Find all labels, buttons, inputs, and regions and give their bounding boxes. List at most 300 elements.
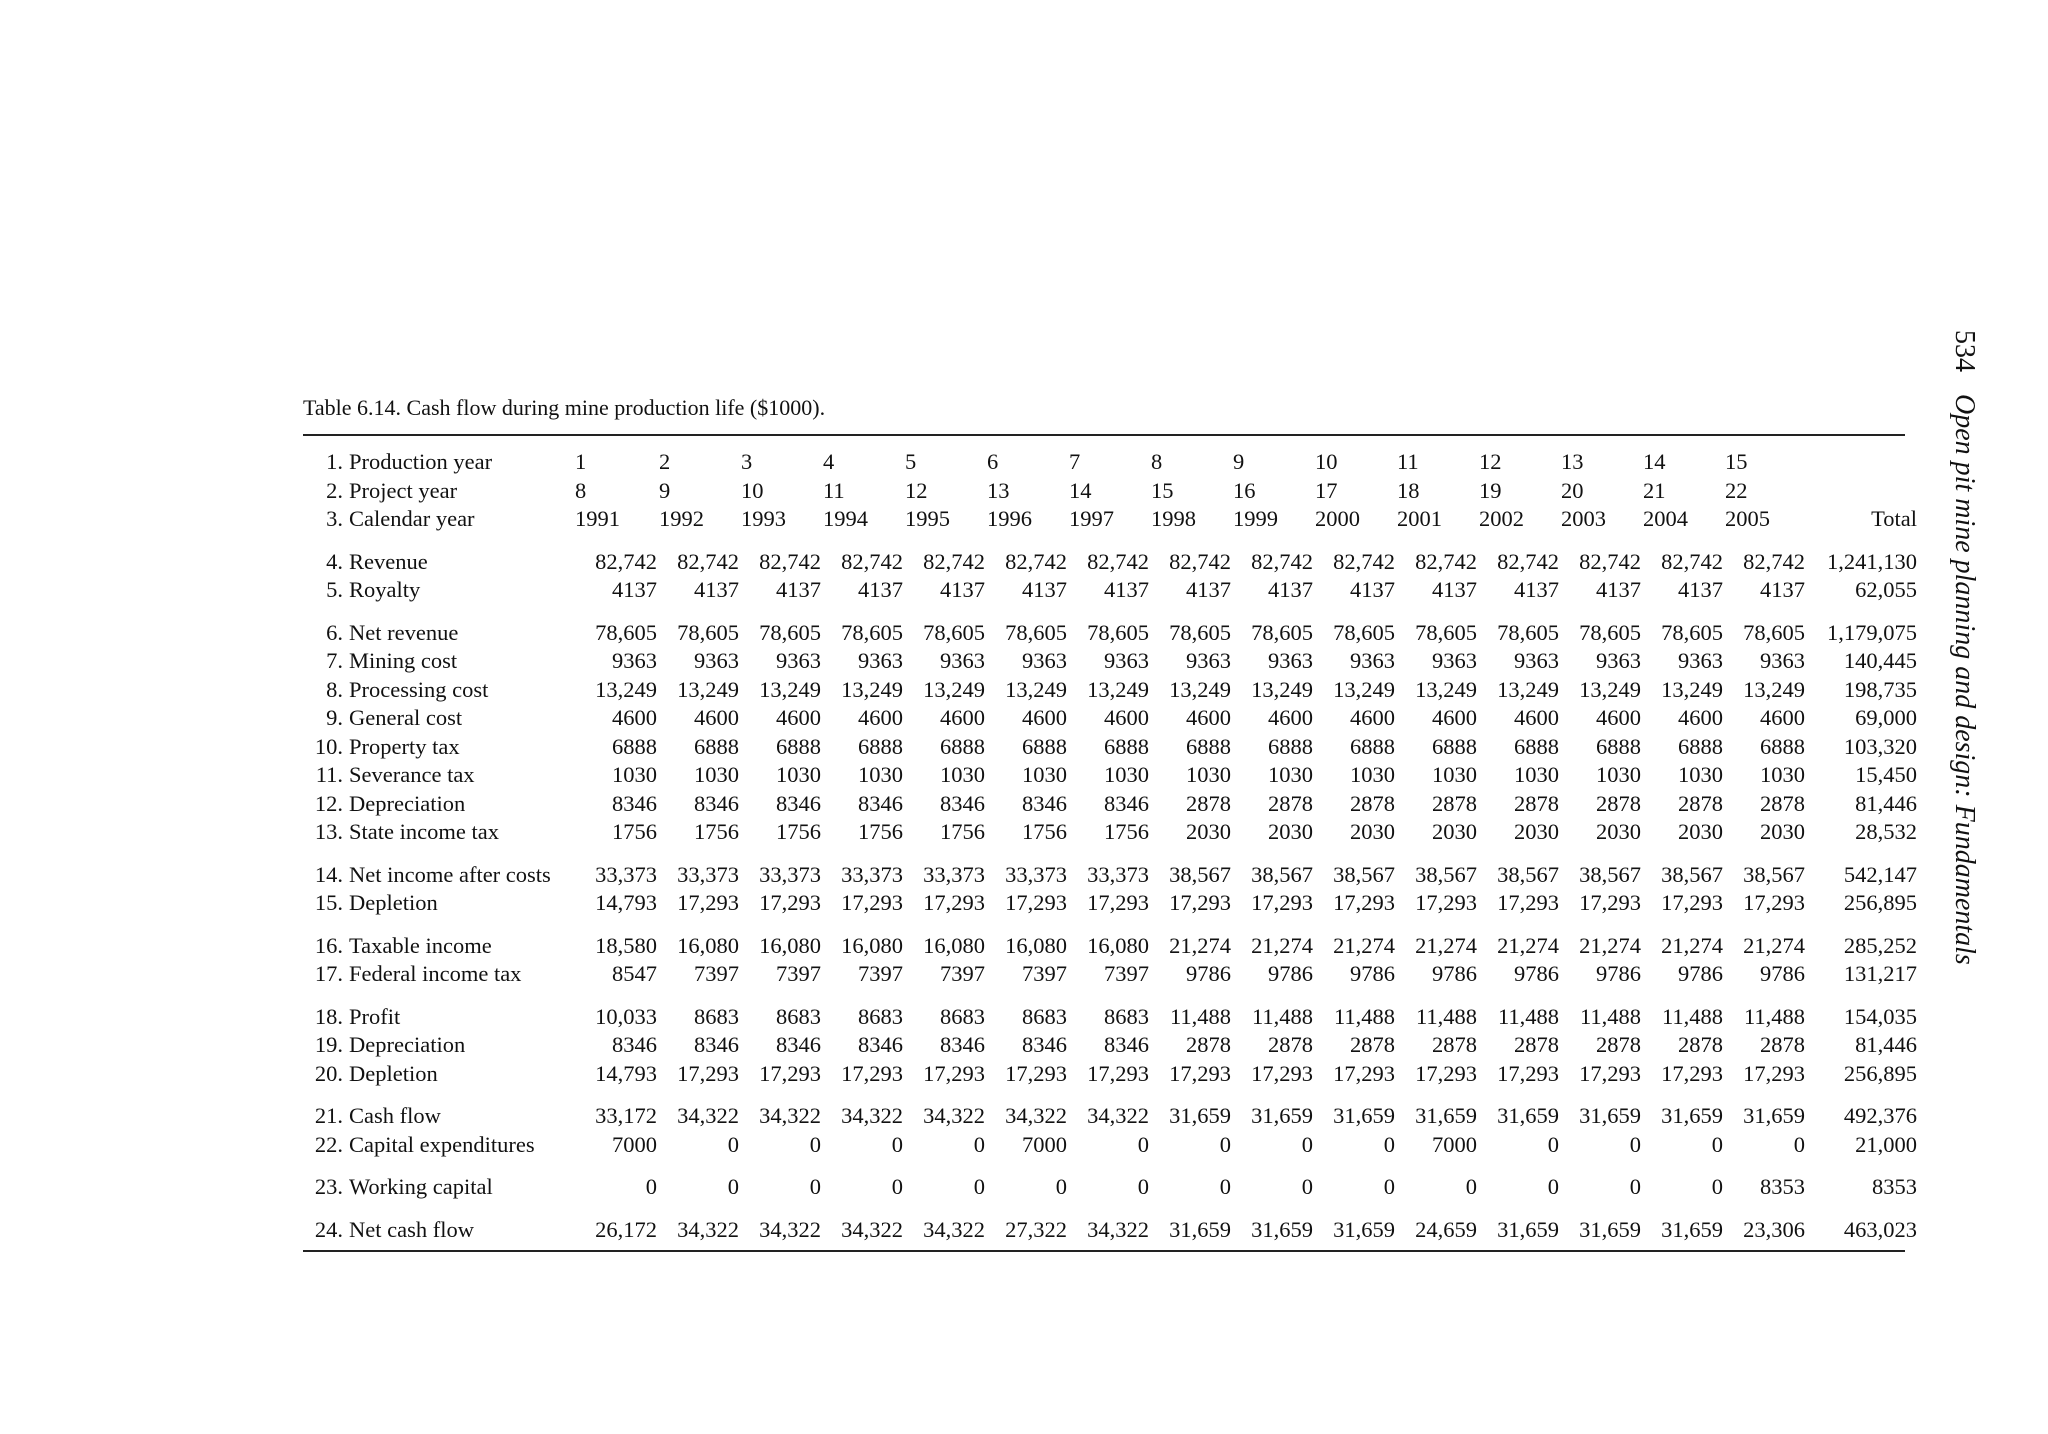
value-cell: 21,274 [1743, 932, 1805, 958]
value-cell: 21,274 [1251, 932, 1313, 958]
table-row [303, 676, 1919, 705]
value-cell: 2030 [1514, 819, 1559, 844]
value-cell: 9363 [858, 648, 903, 673]
value-cell: 13,249 [1333, 676, 1395, 702]
row-number: 18. [314, 1003, 343, 1029]
value-cell: 0 [1055, 1174, 1067, 1199]
row-label [303, 761, 575, 790]
header-cell: 17 [1315, 477, 1338, 503]
header-cell: 14 [1069, 477, 1092, 503]
value-cell: 16,080 [1087, 932, 1149, 958]
row-number: 4. [326, 548, 343, 574]
value-cell: 82,742 [1251, 548, 1313, 574]
value-cell: 13,249 [1661, 676, 1723, 702]
value-cell: 6888 [1350, 733, 1395, 759]
value-cell: 8683 [694, 1003, 739, 1029]
value-cell: 17,293 [1743, 890, 1805, 915]
value-cell: 8346 [858, 1032, 903, 1057]
value-cell: 34,322 [677, 1216, 739, 1242]
header-cell: 1995 [905, 506, 950, 531]
value-cell: 82,742 [841, 548, 903, 574]
header-row [303, 505, 1919, 534]
value-cell: 82,742 [1333, 548, 1395, 574]
value-cell: 82,742 [1661, 548, 1723, 574]
row-number: 15. [314, 890, 343, 915]
table-caption: Table 6.14. Cash flow during mine production life ($1000). [303, 395, 826, 420]
bottom-rule [303, 1250, 1905, 1252]
row-number: 13. [314, 819, 343, 844]
header-cell: 2002 [1479, 506, 1524, 531]
value-cell: 8547 [612, 961, 657, 986]
value-cell: 8353 [1872, 1174, 1917, 1199]
page-number: 534 [1949, 330, 1980, 372]
row-number: 21. [314, 1103, 343, 1128]
header-cell: 5 [905, 449, 917, 474]
value-cell: 78,605 [1579, 619, 1641, 645]
value-cell: 0 [1219, 1131, 1231, 1157]
value-cell: 8346 [1022, 790, 1067, 816]
value-cell: 1756 [1022, 819, 1067, 844]
row-label [303, 477, 575, 506]
row-label-text: Royalty [349, 577, 421, 602]
row-label [303, 534, 575, 577]
value-cell: 4137 [1760, 577, 1805, 602]
value-cell: 16,080 [1005, 932, 1067, 958]
table-row [303, 1088, 1919, 1131]
value-cell: 78,605 [1005, 619, 1067, 645]
value-cell: 2030 [1596, 819, 1641, 844]
value-cell: 38,567 [1743, 861, 1805, 887]
value-cell: 0 [1137, 1131, 1149, 1157]
value-cell: 21,274 [1579, 932, 1641, 958]
value-cell: 4137 [694, 577, 739, 602]
header-cell: 16 [1233, 477, 1256, 503]
value-cell: 8346 [694, 790, 739, 816]
value-cell: 0 [645, 1174, 657, 1199]
header-cell: 9 [659, 477, 671, 503]
header-cell: 11 [1397, 449, 1419, 474]
value-cell: 6888 [940, 733, 985, 759]
value-cell: 9363 [1432, 648, 1477, 673]
value-cell: 21,274 [1661, 932, 1723, 958]
value-cell: 0 [1383, 1174, 1395, 1199]
header-cell: 1997 [1069, 506, 1114, 531]
value-cell: 4137 [1678, 577, 1723, 602]
value-cell: 38,567 [1579, 861, 1641, 887]
header-cell: 3 [741, 449, 753, 474]
row-number: 14. [314, 861, 343, 887]
row-label [303, 576, 575, 605]
row-number: 16. [314, 932, 343, 958]
table-row [303, 605, 1919, 648]
value-cell: 8346 [1104, 1032, 1149, 1057]
header-cell: 4 [823, 449, 835, 474]
header-cell: 18 [1397, 477, 1420, 503]
value-cell: 31,659 [1497, 1103, 1559, 1128]
value-cell: 1030 [776, 762, 821, 787]
value-cell: 1030 [1022, 762, 1067, 787]
value-cell: 2878 [1350, 790, 1395, 816]
table-row [303, 1159, 1919, 1202]
value-cell: 9363 [776, 648, 821, 673]
book-title: Open pit mine planning and design: Fundamentals [1949, 394, 1980, 965]
header-cell [1807, 436, 1919, 477]
value-cell: 140,445 [1843, 648, 1917, 673]
value-cell: 17,293 [1251, 1060, 1313, 1086]
value-cell: 17,293 [1497, 890, 1559, 915]
header-cell: 1996 [987, 506, 1032, 531]
value-cell: 38,567 [1333, 861, 1395, 887]
value-cell: 4137 [858, 577, 903, 602]
value-cell: 8353 [1760, 1174, 1805, 1199]
value-cell: 1030 [1186, 762, 1231, 787]
value-cell: 8346 [940, 1032, 985, 1057]
value-cell: 1030 [1104, 762, 1149, 787]
row-number: 6. [326, 619, 343, 645]
header-cell: 20 [1561, 477, 1584, 503]
value-cell: 0 [1711, 1174, 1723, 1199]
value-cell: 38,567 [1251, 861, 1313, 887]
header-row [303, 477, 1919, 506]
value-cell: 9786 [1432, 961, 1477, 986]
value-cell: 103,320 [1843, 733, 1917, 759]
row-number: 9. [326, 705, 343, 730]
value-cell: 2030 [1350, 819, 1395, 844]
value-cell: 8346 [1022, 1032, 1067, 1057]
row-label [303, 790, 575, 819]
value-cell: 13,249 [1169, 676, 1231, 702]
value-cell: 4600 [694, 705, 739, 730]
row-number: 23. [314, 1174, 343, 1199]
row-label [303, 847, 575, 890]
row-label-text: Mining cost [349, 648, 458, 673]
value-cell: 1756 [940, 819, 985, 844]
value-cell: 8346 [940, 790, 985, 816]
value-cell: 13,249 [759, 676, 821, 702]
value-cell: 31,659 [1251, 1103, 1313, 1128]
value-cell: 82,742 [1169, 548, 1231, 574]
value-cell: 8683 [940, 1003, 985, 1029]
value-cell: 17,293 [1087, 890, 1149, 915]
value-cell: 1030 [1350, 762, 1395, 787]
value-cell: 463,023 [1843, 1216, 1917, 1242]
value-cell: 31,659 [1415, 1103, 1477, 1128]
value-cell: 4137 [1022, 577, 1067, 602]
header-cell: 10 [1315, 449, 1338, 474]
value-cell: 31,659 [1333, 1103, 1395, 1128]
value-cell: 17,293 [1005, 890, 1067, 915]
row-label-text: Taxable income [349, 932, 492, 958]
value-cell: 131,217 [1843, 961, 1917, 986]
value-cell: 17,293 [1169, 890, 1231, 915]
value-cell: 17,293 [1661, 1060, 1723, 1086]
value-cell: 11,488 [1497, 1003, 1559, 1029]
value-cell: 7000 [1432, 1131, 1477, 1157]
value-cell: 33,373 [677, 861, 739, 887]
value-cell: 9363 [1760, 648, 1805, 673]
value-cell: 17,293 [759, 1060, 821, 1086]
value-cell: 69,000 [1855, 705, 1917, 730]
value-cell: 4137 [1350, 577, 1395, 602]
value-cell: 17,293 [1415, 890, 1477, 915]
table-row [303, 1202, 1919, 1251]
table-row [303, 534, 1919, 577]
value-cell: 2878 [1760, 1032, 1805, 1057]
value-cell: 6888 [776, 733, 821, 759]
value-cell: 4600 [1022, 705, 1067, 730]
value-cell: 82,742 [1743, 548, 1805, 574]
value-cell: 16,080 [759, 932, 821, 958]
value-cell: 11,488 [1743, 1003, 1805, 1029]
value-cell: 31,659 [1579, 1216, 1641, 1242]
row-number: 3. [326, 506, 343, 531]
value-cell: 2878 [1268, 790, 1313, 816]
value-cell: 8683 [1022, 1003, 1067, 1029]
header-cell: 1994 [823, 506, 868, 531]
table-row [303, 1060, 1919, 1089]
header-cell: 15 [1151, 477, 1174, 503]
value-cell: 82,742 [677, 548, 739, 574]
value-cell: 256,895 [1843, 1060, 1917, 1086]
value-cell: 8346 [776, 790, 821, 816]
value-cell: 542,147 [1843, 861, 1917, 887]
value-cell: 81,446 [1855, 790, 1917, 816]
value-cell: 17,293 [677, 890, 739, 915]
value-cell: 8346 [612, 1032, 657, 1057]
value-cell: 78,605 [1743, 619, 1805, 645]
value-cell: 2878 [1514, 1032, 1559, 1057]
value-cell: 17,293 [923, 1060, 985, 1086]
header-cell: 1999 [1233, 506, 1278, 531]
value-cell: 13,249 [1415, 676, 1477, 702]
value-cell: 33,373 [1005, 861, 1067, 887]
value-cell: 0 [1219, 1174, 1231, 1199]
value-cell: 11,488 [1333, 1003, 1395, 1029]
value-cell: 34,322 [841, 1216, 903, 1242]
header-cell: 1993 [741, 506, 786, 531]
value-cell: 1030 [1268, 762, 1313, 787]
value-cell: 17,293 [1169, 1060, 1231, 1086]
value-cell: 6888 [1760, 733, 1805, 759]
value-cell: 31,659 [1661, 1216, 1723, 1242]
value-cell: 4137 [1268, 577, 1313, 602]
value-cell: 0 [1301, 1131, 1313, 1157]
value-cell: 26,172 [595, 1216, 657, 1242]
table-row [303, 989, 1919, 1032]
value-cell: 33,373 [1087, 861, 1149, 887]
value-cell: 34,322 [759, 1216, 821, 1242]
value-cell: 17,293 [759, 890, 821, 915]
header-cell: 2001 [1397, 506, 1442, 531]
row-number: 17. [314, 961, 343, 986]
value-cell: 78,605 [677, 619, 739, 645]
value-cell: 1756 [776, 819, 821, 844]
value-cell: 2878 [1596, 790, 1641, 816]
value-cell: 34,322 [1005, 1103, 1067, 1128]
value-cell: 0 [1629, 1131, 1641, 1157]
value-cell: 17,293 [923, 890, 985, 915]
value-cell: 2030 [1432, 819, 1477, 844]
value-cell: 4137 [940, 577, 985, 602]
value-cell: 6888 [1678, 733, 1723, 759]
value-cell: 17,293 [1251, 890, 1313, 915]
table-row [303, 889, 1919, 918]
value-cell: 78,605 [1415, 619, 1477, 645]
value-cell: 9786 [1268, 961, 1313, 986]
value-cell: 11,488 [1251, 1003, 1313, 1029]
value-cell: 154,035 [1843, 1003, 1917, 1029]
value-cell: 31,659 [1579, 1103, 1641, 1128]
row-label-text: Processing cost [349, 676, 489, 702]
value-cell: 1030 [1760, 762, 1805, 787]
value-cell: 2878 [1678, 1032, 1723, 1057]
value-cell: 4137 [1596, 577, 1641, 602]
value-cell: 7397 [776, 961, 821, 986]
value-cell: 1,179,075 [1827, 619, 1917, 645]
value-cell: 8346 [612, 790, 657, 816]
value-cell: 9786 [1186, 961, 1231, 986]
row-label [303, 960, 575, 989]
value-cell: 9363 [694, 648, 739, 673]
value-cell: 6888 [858, 733, 903, 759]
row-label [303, 676, 575, 705]
value-cell: 0 [1301, 1174, 1313, 1199]
value-cell: 15,450 [1855, 762, 1917, 787]
value-cell: 9363 [1022, 648, 1067, 673]
value-cell: 17,293 [1579, 890, 1641, 915]
value-cell: 1030 [694, 762, 739, 787]
row-label [303, 704, 575, 733]
value-cell: 78,605 [595, 619, 657, 645]
value-cell: 33,373 [759, 861, 821, 887]
value-cell: 4600 [1760, 705, 1805, 730]
value-cell: 285,252 [1843, 932, 1917, 958]
value-cell: 10,033 [595, 1003, 657, 1029]
value-cell: 4600 [1596, 705, 1641, 730]
header-cell: 2003 [1561, 506, 1606, 531]
value-cell: 21,274 [1497, 932, 1559, 958]
value-cell: 82,742 [1005, 548, 1067, 574]
value-cell: 7397 [694, 961, 739, 986]
value-cell: 9786 [1350, 961, 1395, 986]
header-cell: 21 [1643, 477, 1666, 503]
value-cell: 4600 [1432, 705, 1477, 730]
header-cell: 12 [1479, 449, 1502, 474]
value-cell: 78,605 [841, 619, 903, 645]
value-cell: 0 [1547, 1174, 1559, 1199]
running-head [1950, 330, 1978, 965]
value-cell: 17,293 [1743, 1060, 1805, 1086]
value-cell: 1756 [612, 819, 657, 844]
value-cell: 4600 [1186, 705, 1231, 730]
row-label-text: Production year [349, 449, 493, 474]
header-cell: 8 [575, 477, 587, 503]
value-cell: 17,293 [677, 1060, 739, 1086]
value-cell: 82,742 [1087, 548, 1149, 574]
value-cell: 33,373 [595, 861, 657, 887]
value-cell: 8346 [694, 1032, 739, 1057]
value-cell: 4600 [776, 705, 821, 730]
value-cell: 17,293 [1579, 1060, 1641, 1086]
value-cell: 4600 [1514, 705, 1559, 730]
value-cell: 0 [1547, 1131, 1559, 1157]
row-number: 20. [314, 1060, 343, 1086]
row-label-text: Calendar year [349, 506, 475, 531]
value-cell: 0 [973, 1131, 985, 1157]
header-cell: 15 [1725, 449, 1748, 474]
row-label-text: Depreciation [349, 790, 466, 816]
value-cell: 2878 [1760, 790, 1805, 816]
value-cell: 7397 [940, 961, 985, 986]
row-label [303, 889, 575, 918]
value-cell: 33,373 [841, 861, 903, 887]
row-label-text: Severance tax [349, 762, 475, 787]
header-cell [1807, 477, 1919, 506]
value-cell: 0 [1465, 1174, 1477, 1199]
row-label-text: Net cash flow [349, 1216, 474, 1242]
value-cell: 8346 [1104, 790, 1149, 816]
value-cell: 28,532 [1855, 819, 1917, 844]
value-cell: 6888 [694, 733, 739, 759]
value-cell: 33,172 [595, 1103, 657, 1128]
row-number: 19. [314, 1032, 343, 1057]
value-cell: 17,293 [1415, 1060, 1477, 1086]
header-cell: 2004 [1643, 506, 1688, 531]
value-cell: 17,293 [1661, 890, 1723, 915]
value-cell: 31,659 [1169, 1103, 1231, 1128]
row-label-text: Depletion [349, 890, 438, 915]
row-label [303, 733, 575, 762]
value-cell: 1,241,130 [1827, 548, 1917, 574]
row-label-text: Revenue [349, 548, 428, 574]
row-label-text: Federal income tax [349, 961, 522, 986]
row-label-text: General cost [349, 705, 463, 730]
row-label [303, 1031, 575, 1060]
value-cell: 33,373 [923, 861, 985, 887]
header-cell: 14 [1643, 449, 1666, 474]
value-cell: 6888 [612, 733, 657, 759]
row-label [303, 505, 575, 534]
value-cell: 34,322 [923, 1103, 985, 1128]
header-cell: 2 [659, 449, 671, 474]
header-cell: 12 [905, 477, 928, 503]
value-cell: 16,080 [841, 932, 903, 958]
header-cell: 19 [1479, 477, 1502, 503]
value-cell: 9363 [1104, 648, 1149, 673]
value-cell: 31,659 [1251, 1216, 1313, 1242]
header-cell: 13 [987, 477, 1010, 503]
value-cell: 62,055 [1855, 577, 1917, 602]
value-cell: 34,322 [1087, 1216, 1149, 1242]
value-cell: 4137 [1432, 577, 1477, 602]
row-label-text: Cash flow [349, 1103, 441, 1128]
value-cell: 4600 [1350, 705, 1395, 730]
value-cell: 16,080 [677, 932, 739, 958]
row-number: 24. [314, 1216, 343, 1242]
value-cell: 34,322 [841, 1103, 903, 1128]
row-number: 5. [326, 577, 343, 602]
value-cell: 7397 [1104, 961, 1149, 986]
value-cell: 2030 [1186, 819, 1231, 844]
value-cell: 34,322 [923, 1216, 985, 1242]
value-cell: 0 [1383, 1131, 1395, 1157]
value-cell: 256,895 [1843, 890, 1917, 915]
value-cell: 24,659 [1415, 1216, 1477, 1242]
value-cell: 0 [809, 1174, 821, 1199]
header-cell: 2005 [1725, 506, 1770, 531]
value-cell: 0 [1793, 1131, 1805, 1157]
value-cell: 31,659 [1333, 1216, 1395, 1242]
